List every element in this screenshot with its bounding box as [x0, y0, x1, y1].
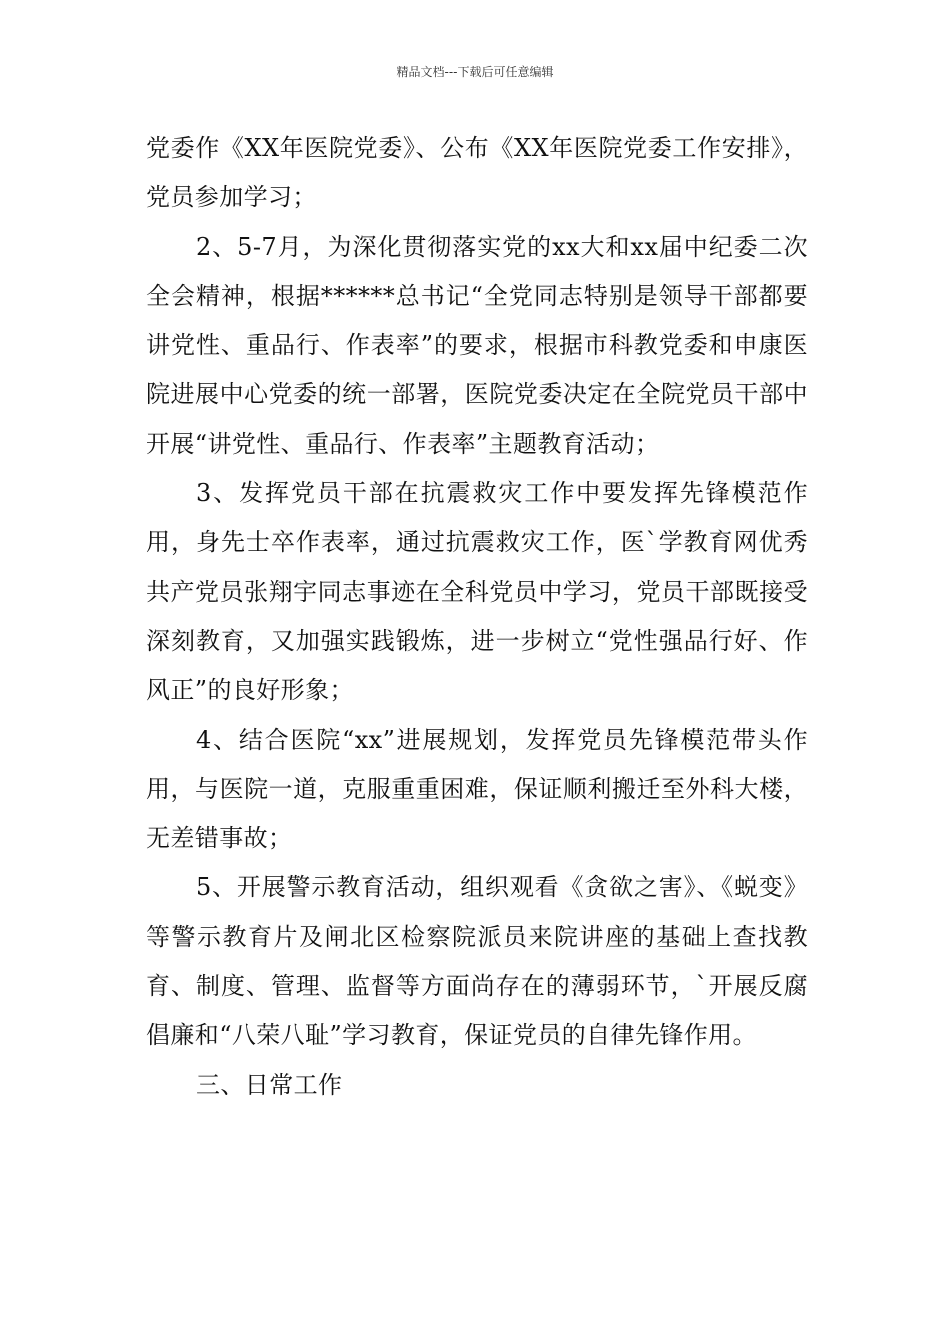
- paragraph-item-5: 5、开展警示教育活动，组织观看《贪欲之害》、《蜕变》等警示教育片及闸北区检察院派员来院讲座的基础上查找教育、制度、管理、监督等方面尚存在的薄弱环节，`开展反腐倡廉和“八荣八耻”学习教育，保证党员的自律先锋作用。: [146, 873, 808, 1050]
- section-heading-daily-work: 三、日常工作: [196, 1070, 343, 1099]
- document-body: [146, 124, 808, 1110]
- paragraph-item-4: 4、结合医院“xx”进展规划，发挥党员先锋模范带头作用，与医院一道，克服重重困难，保证顺利搬迁至外科大楼，无差错事故；: [146, 725, 808, 853]
- paragraph-item-3: 3、发挥党员干部在抗震救灾工作中要发挥先锋模范作用，身先士卒作表率，通过抗震救灾工作，医`学教育网优秀共产党员张翔宇同志事迹在全科党员中学习，党员干部既接受深刻教育，又加强实践锻炼，进一步树立“党性强品行好、作风正”的良好形象；: [146, 479, 808, 705]
- paragraph-continued: 党委作《XX年医院党委》、公布《XX年医院党委工作安排》，党员参加学习；: [146, 134, 808, 212]
- page-header: 精品文档---下载后可任意编辑: [396, 65, 554, 79]
- paragraph-item-2: 2、5-7月，为深化贯彻落实党的xx大和xx届中纪委二次全会精神，根据******总书记“全党同志特别是领导干部都要讲党性、重品行、作表率”的要求，根据市科教党委和申康医院进展中心党委的统一部署，医院党委决定在全院党员干部中开展“讲党性、重品行、作表率”主题教育活动；: [146, 232, 808, 458]
